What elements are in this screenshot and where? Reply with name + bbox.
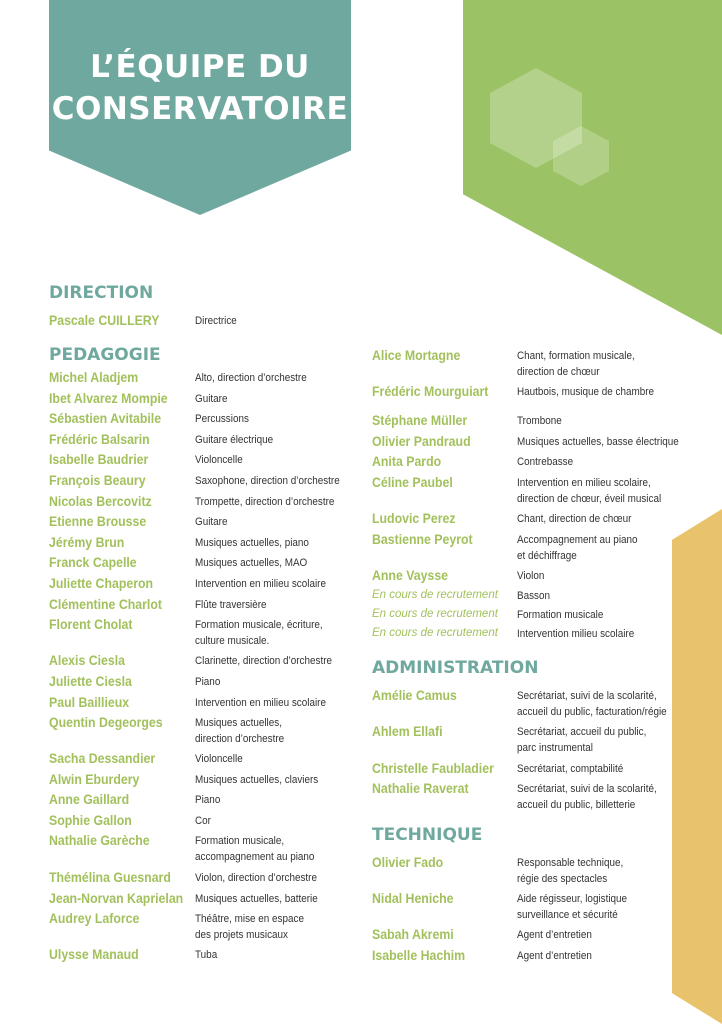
staff-role — [517, 688, 667, 720]
staff-role — [517, 348, 635, 380]
staff-role-line: Intervention en milieu scolaire — [195, 697, 326, 709]
staff-name: Olivier Pandraud — [372, 433, 471, 449]
staff-role-line: Secrétariat, comptabilité — [517, 763, 624, 775]
staff-role-line: Musiques actuelles, claviers — [195, 774, 319, 786]
staff-name: En cours de recrutement — [372, 589, 498, 601]
staff-role — [517, 413, 562, 429]
staff-name: Franck Capelle — [49, 554, 137, 570]
staff-role — [195, 555, 307, 571]
staff-role-line: Flûte traversière — [195, 599, 267, 611]
staff-role-line: Musiques actuelles, MAO — [195, 557, 308, 569]
section-title-direction: DIRECTION — [49, 283, 154, 303]
staff-role-line: Musiques actuelles, piano — [195, 537, 309, 549]
staff-role-line: accompagnement au piano — [195, 851, 315, 863]
staff-role-line: Trompette, direction d’orchestre — [195, 496, 335, 508]
hexagon-small-icon — [553, 126, 609, 186]
staff-role-line: Musiques actuelles, batterie — [195, 893, 318, 905]
staff-role-line: Violoncelle — [195, 753, 243, 765]
staff-name: Ulysse Manaud — [49, 946, 139, 962]
staff-role-line: et déchiffrage — [517, 550, 577, 562]
staff-role — [517, 855, 623, 887]
staff-role-line: Directrice — [195, 315, 237, 327]
staff-role — [195, 473, 340, 489]
staff-name: Frédéric Balsarin — [49, 431, 150, 447]
staff-role-line: Théâtre, mise en espace — [195, 913, 304, 925]
page-title-line2: CONSERVATOIRE — [51, 91, 349, 127]
staff-role-line: Intervention en milieu scolaire, — [517, 477, 651, 489]
staff-role — [517, 434, 679, 450]
staff-role-line: surveillance et sécurité — [517, 909, 618, 921]
staff-role-line: Basson — [517, 590, 551, 602]
staff-name: Juliette Chaperon — [49, 575, 154, 591]
staff-name: Nidal Heniche — [372, 890, 454, 906]
staff-role — [195, 947, 217, 963]
staff-role — [195, 870, 317, 886]
staff-name: Alwin Eburdery — [49, 771, 140, 787]
staff-name: Bastienne Peyrot — [372, 531, 473, 547]
staff-name: Stéphane Müller — [372, 412, 468, 428]
staff-role — [195, 833, 314, 865]
staff-role-line: Percussions — [195, 413, 249, 425]
staff-name: Pascale CUILLERY — [49, 312, 160, 328]
staff-role — [195, 792, 220, 808]
staff-role-line: Piano — [195, 676, 221, 688]
staff-role-line: Chant, direction de chœur — [517, 513, 632, 525]
section-title-technique: TECHNIQUE — [372, 825, 483, 845]
staff-role-line: Intervention milieu scolaire — [517, 628, 635, 640]
staff-name: Ludovic Perez — [372, 510, 456, 526]
staff-name: Audrey Laforce — [49, 910, 140, 926]
staff-role — [517, 948, 592, 964]
staff-role — [195, 715, 284, 747]
staff-name: Ibet Alvarez Mompie — [49, 390, 168, 406]
staff-role-line: Cor — [195, 815, 211, 827]
staff-name: Juliette Ciesla — [49, 673, 132, 689]
staff-role — [517, 927, 592, 943]
staff-role-line: Trombone — [517, 415, 562, 427]
staff-role — [517, 724, 646, 756]
staff-role-line: Violoncelle — [195, 454, 243, 466]
staff-role-line: accueil du public, billetterie — [517, 799, 636, 811]
staff-role — [517, 761, 623, 777]
section-title-administration: ADMINISTRATION — [372, 658, 539, 678]
staff-name: Christelle Faubladier — [372, 760, 494, 776]
staff-role-line: direction de chœur — [517, 366, 600, 378]
staff-role-line: Piano — [195, 794, 221, 806]
staff-role-line: Aide régisseur, logistique — [517, 893, 628, 905]
staff-role-line: Responsable technique, — [517, 857, 624, 869]
staff-role-line: Formation musicale, écriture, — [195, 619, 323, 631]
staff-role-line: Agent d’entretien — [517, 929, 592, 941]
staff-role-line: Secrétariat, suivi de la scolarité, — [517, 690, 657, 702]
staff-role — [517, 781, 657, 813]
staff-role-line: Intervention en milieu scolaire — [195, 578, 326, 590]
staff-role — [195, 411, 249, 427]
staff-name: Jean-Norvan Kaprielan — [49, 890, 184, 906]
staff-name: En cours de recrutement — [372, 608, 498, 620]
staff-name: Frédéric Mourguiart — [372, 383, 489, 399]
staff-name: Alice Mortagne — [372, 347, 461, 363]
staff-role-line: Accompagnement au piano — [517, 534, 638, 546]
staff-name: Quentin Degeorges — [49, 714, 163, 730]
staff-role — [517, 568, 544, 584]
staff-name: Clémentine Charlot — [49, 596, 162, 612]
staff-role — [195, 772, 318, 788]
staff-role — [195, 313, 237, 329]
staff-role-line: Violon, direction d’orchestre — [195, 872, 317, 884]
staff-role-line: Alto, direction d’orchestre — [195, 372, 307, 384]
staff-role-line: Violon — [517, 570, 545, 582]
staff-role-line: Saxophone, direction d’orchestre — [195, 475, 340, 487]
staff-name: Anne Vaysse — [372, 567, 449, 583]
staff-role — [195, 576, 326, 592]
staff-role — [195, 514, 227, 530]
staff-name: En cours de recrutement — [372, 627, 498, 639]
staff-role-line: Guitare — [195, 516, 228, 528]
staff-name: Florent Cholat — [49, 616, 133, 632]
staff-role-line: culture musicale. — [195, 635, 270, 647]
staff-role-line: Guitare — [195, 393, 228, 405]
staff-role-line: Chant, formation musicale, — [517, 350, 635, 362]
staff-role-line: des projets musicaux — [195, 929, 288, 941]
staff-name: Céline Paubel — [372, 474, 453, 490]
staff-name: Paul Baillieux — [49, 694, 130, 710]
staff-role — [195, 535, 309, 551]
staff-role — [195, 370, 307, 386]
staff-name: Thémélina Guesnard — [49, 869, 171, 885]
staff-role — [517, 607, 603, 623]
staff-role-line: Tuba — [195, 949, 218, 961]
staff-role-line: Guitare électrique — [195, 434, 274, 446]
staff-role-line: Agent d’entretien — [517, 950, 592, 962]
staff-role — [195, 891, 318, 907]
staff-name: Isabelle Baudrier — [49, 451, 149, 467]
staff-role-line: direction d’orchestre — [195, 733, 285, 745]
staff-role — [517, 532, 638, 564]
page-title — [49, 46, 351, 130]
staff-role — [195, 751, 243, 767]
staff-role-line: Contrebasse — [517, 456, 574, 468]
staff-name: Sébastien Avitabile — [49, 410, 162, 426]
staff-role — [517, 511, 631, 527]
staff-role — [517, 454, 573, 470]
staff-role-line: parc instrumental — [517, 742, 593, 754]
staff-role-line: Formation musicale — [517, 609, 604, 621]
staff-name: Nathalie Garèche — [49, 832, 150, 848]
staff-role — [195, 653, 332, 669]
staff-role — [517, 891, 627, 923]
staff-name: Nicolas Bercovitz — [49, 493, 152, 509]
staff-role-line: Musiques actuelles, basse électrique — [517, 436, 679, 448]
staff-name: Olivier Fado — [372, 854, 444, 870]
staff-name: Sacha Dessandier — [49, 750, 156, 766]
staff-name: Etienne Brousse — [49, 513, 147, 529]
staff-name: Isabelle Hachim — [372, 947, 466, 963]
staff-name: Sophie Gallon — [49, 812, 132, 828]
staff-role-line: direction de chœur, éveil musical — [517, 493, 662, 505]
staff-name: Alexis Ciesla — [49, 652, 126, 668]
staff-name: Anita Pardo — [372, 453, 442, 469]
staff-role-line: Formation musicale, — [195, 835, 285, 847]
section-title-pedagogie: PEDAGOGIE — [49, 345, 161, 365]
staff-role — [195, 617, 323, 649]
staff-role-line: Musiques actuelles, — [195, 717, 282, 729]
staff-role — [195, 813, 211, 829]
staff-role — [195, 391, 227, 407]
staff-name: Anne Gaillard — [49, 791, 130, 807]
staff-role — [195, 911, 304, 943]
page-title-line1: L’ÉQUIPE DU — [90, 49, 310, 85]
staff-role — [195, 597, 267, 613]
staff-role-line: régie des spectacles — [517, 873, 608, 885]
staff-role — [195, 432, 273, 448]
staff-role-line: Secrétariat, suivi de la scolarité, — [517, 783, 657, 795]
staff-role — [195, 494, 334, 510]
staff-role — [195, 452, 243, 468]
staff-role — [517, 588, 550, 604]
staff-role — [517, 475, 661, 507]
staff-name: Michel Aladjem — [49, 369, 139, 385]
yellow-side-shape — [672, 509, 722, 1024]
staff-role-line: Clarinette, direction d’orchestre — [195, 655, 333, 667]
staff-role — [517, 626, 634, 642]
staff-role-line: Hautbois, musique de chambre — [517, 386, 655, 398]
staff-name: Sabah Akremi — [372, 926, 454, 942]
staff-name: Jérémy Brun — [49, 534, 125, 550]
staff-role-line: accueil du public, facturation/régie — [517, 706, 667, 718]
staff-role — [517, 384, 654, 400]
staff-role-line: Secrétariat, accueil du public, — [517, 726, 647, 738]
staff-name: Amélie Camus — [372, 687, 457, 703]
staff-name: Ahlem Ellafi — [372, 723, 443, 739]
staff-name: François Beaury — [49, 472, 146, 488]
staff-role — [195, 695, 326, 711]
staff-name: Nathalie Raverat — [372, 780, 469, 796]
staff-role — [195, 674, 220, 690]
